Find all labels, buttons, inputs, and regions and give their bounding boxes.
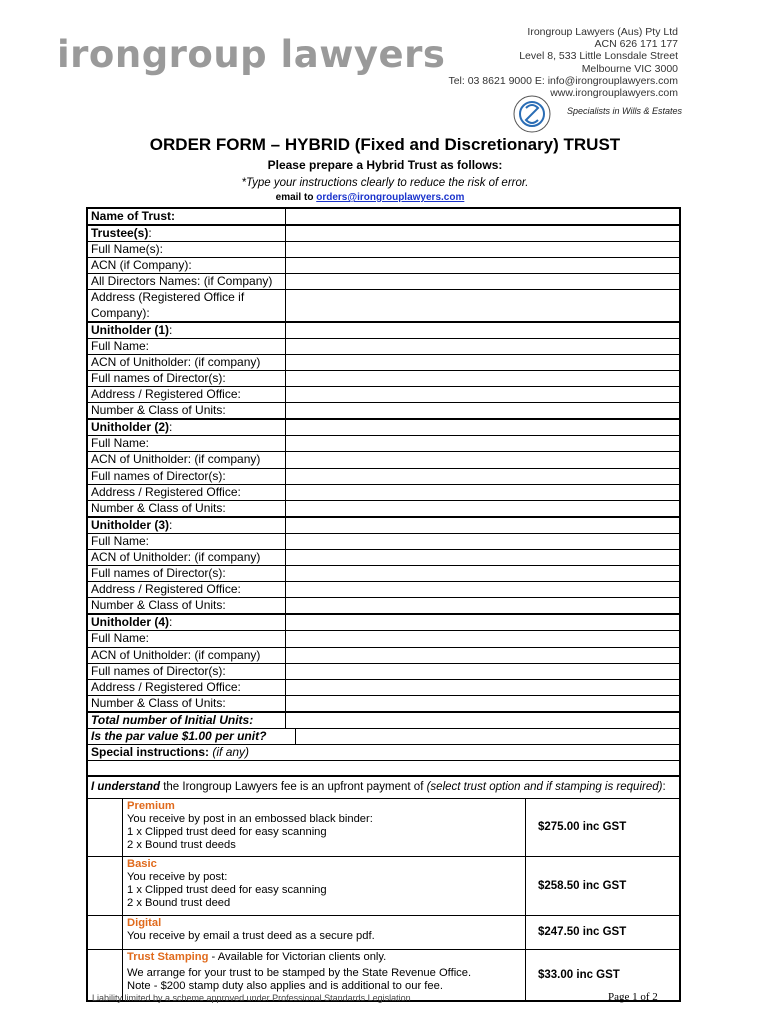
name-of-trust-field[interactable] [286, 209, 679, 224]
par-value-label: Is the par value $1.00 per unit? [88, 729, 296, 744]
total-units-field[interactable] [286, 713, 679, 728]
fee-option-price: $275.00 inc GST [538, 821, 627, 834]
unitholder-heading: Unitholder (3): [88, 518, 286, 533]
basic-checkbox[interactable] [88, 857, 123, 915]
field-label: Address / Registered Office: [88, 582, 286, 597]
fee-option-line: 1 x Clipped trust deed for easy scanning [127, 826, 327, 839]
field-label: Address / Registered Office: [88, 485, 286, 500]
field-label: ACN (if Company): [88, 258, 286, 273]
accreditation-text: Specialists in Wills & Estates [567, 106, 682, 116]
firm-line: Melbourne VIC 3000 [581, 62, 678, 75]
trustee-acn-row [88, 257, 679, 273]
fee-option-name: Basic [127, 858, 157, 871]
unitholder-heading: Unitholder (1): [88, 323, 286, 338]
field-label: Full Name(s): [88, 242, 286, 257]
field-label: Full Name: [88, 436, 286, 451]
field-label: Number & Class of Units: [88, 403, 286, 418]
unitholder-heading-row [88, 613, 679, 630]
field-label: ACN of Unitholder: (if company) [88, 550, 286, 565]
par-value-row [88, 728, 679, 744]
fee-option-heading: Trust Stamping - Available for Victorian clients only. [127, 951, 387, 964]
field-label: Full names of Director(s): [88, 664, 286, 679]
fee-option-digital [88, 915, 679, 949]
trustee-heading-row [88, 224, 679, 241]
unitholder-3-directors-field[interactable] [286, 566, 679, 581]
trustee-full-names-field[interactable] [286, 242, 679, 257]
fee-option-price: $247.50 inc GST [538, 926, 627, 939]
fee-option-line: Note - $200 stamp duty also applies and is additional to our fee. [127, 980, 443, 993]
field-label: Full Name: [88, 534, 286, 549]
page-title: ORDER FORM – HYBRID (Fixed and Discretionary) TRUST [149, 135, 621, 154]
total-units-label: Total number of Initial Units: [88, 713, 286, 728]
firm-contact-block [448, 26, 678, 99]
field-label: Full names of Director(s): [88, 566, 286, 581]
unitholder-3-units-field[interactable] [286, 598, 679, 613]
unitholder-2-directors-field[interactable] [286, 469, 679, 484]
fee-option-name: Digital [127, 917, 162, 930]
page-number: Page 1 of 2 [608, 991, 658, 1003]
fee-option-line: You receive by email a trust deed as a secure pdf. [127, 930, 375, 943]
trustee-directors-row [88, 273, 679, 289]
field-label: Address (Registered Office if Company): [88, 290, 286, 320]
field-label: Full Name: [88, 339, 286, 354]
unitholder-heading-row [88, 516, 679, 533]
order-form-table [86, 207, 681, 1002]
unitholder-2-address-field[interactable] [286, 485, 679, 500]
field-label: All Directors Names: (if Company) [88, 274, 286, 289]
unitholder-3-acn-field[interactable] [286, 550, 679, 565]
fee-option-description [123, 799, 526, 856]
unitholder-4-directors-field[interactable] [286, 664, 679, 679]
field-label: Full Name: [88, 631, 286, 646]
premium-checkbox[interactable] [88, 799, 123, 856]
unitholder-heading-row [88, 321, 679, 338]
par-value-field[interactable] [296, 729, 679, 744]
fee-option-line: You receive by post: [127, 871, 228, 884]
unitholder-1-acn-field[interactable] [286, 355, 679, 370]
field-label: Number & Class of Units: [88, 501, 286, 516]
unitholder-3-address-field[interactable] [286, 582, 679, 597]
unitholder-2-acn-field[interactable] [286, 452, 679, 467]
unitholder-4-acn-field[interactable] [286, 648, 679, 663]
unitholder-4-units-field[interactable] [286, 696, 679, 711]
unitholder-3-full-name-field[interactable] [286, 534, 679, 549]
unitholder-4-full-name-field[interactable] [286, 631, 679, 646]
unitholder-heading: Unitholder (4): [88, 615, 286, 630]
fee-option-price: $33.00 inc GST [538, 968, 620, 981]
field-label: Full names of Director(s): [88, 469, 286, 484]
trustee-acn-field[interactable] [286, 258, 679, 273]
field-label: ACN of Unitholder: (if company) [88, 648, 286, 663]
firm-line: Tel: 03 8621 9000 E: info@irongrouplawyers.com [448, 74, 678, 87]
unitholder-2-full-name-field[interactable] [286, 436, 679, 451]
instruction-note: *Type your instructions clearly to reduce the risk of error. [241, 177, 529, 189]
field-label: Number & Class of Units: [88, 696, 286, 711]
unitholder-1-full-name-field[interactable] [286, 339, 679, 354]
unitholder-4-address-field[interactable] [286, 680, 679, 695]
fee-option-basic [88, 856, 679, 915]
name-of-trust-label: Name of Trust: [88, 209, 286, 224]
field-label: Address / Registered Office: [88, 387, 286, 402]
email-line [0, 192, 740, 203]
firm-line: Irongroup Lawyers (Aus) Pty Ltd [527, 26, 678, 38]
fee-option-name: Premium [127, 800, 175, 813]
firm-logo: irongroup lawyers [57, 33, 446, 76]
unitholder-heading-row [88, 418, 679, 435]
fee-option-line: 2 x Bound trust deeds [127, 839, 236, 852]
unitholder-2-units-field[interactable] [286, 501, 679, 516]
trustee-address-row [88, 289, 679, 320]
field-label: Full names of Director(s): [88, 371, 286, 386]
trustee-heading: Trustee(s): [88, 226, 286, 241]
firm-line: Level 8, 533 Little Lonsdale Street [519, 50, 678, 63]
firm-line: www.irongrouplawyers.com [550, 87, 678, 100]
email-prefix: email to [275, 192, 314, 203]
footer-disclaimer: Liability limited by a scheme approved under Professional Standards Legislation [92, 993, 411, 1003]
fee-option-line: We arrange for your trust to be stamped by the State Revenue Office. [127, 967, 472, 980]
unitholder-1-units-field[interactable] [286, 403, 679, 418]
total-units-row [88, 711, 679, 728]
field-label: ACN of Unitholder: (if company) [88, 355, 286, 370]
page-subtitle: Please prepare a Hybrid Trust as follows: [267, 158, 503, 172]
name-of-trust-row [88, 209, 679, 224]
unitholder-1-directors-field[interactable] [286, 371, 679, 386]
fee-option-description [123, 857, 526, 915]
trustee-directors-field[interactable] [286, 274, 679, 289]
unitholder-heading: Unitholder (2): [88, 420, 286, 435]
fee-option-line: 2 x Bound trust deed [127, 897, 231, 910]
trustee-full-names-row [88, 241, 679, 257]
fee-option-premium [88, 798, 679, 856]
fee-option-line: 1 x Clipped trust deed for easy scanning [127, 884, 327, 897]
fee-option-description [123, 916, 526, 949]
special-instructions-field[interactable] [88, 760, 679, 775]
trustee-address-field[interactable] [286, 290, 679, 320]
fee-intro: I understand the Irongroup Lawyers fee is an upfront payment of (select trust option and if stamping is required): [88, 775, 679, 798]
special-instructions-row [88, 744, 679, 760]
special-instructions-label: Special instructions: (if any) [91, 745, 250, 760]
fee-option-line: You receive by post in an embossed black binder: [127, 813, 373, 826]
firm-line: ACN 626 171 177 [594, 38, 678, 51]
fee-option-price: $258.50 inc GST [538, 879, 627, 892]
field-label: ACN of Unitholder: (if company) [88, 452, 286, 467]
unitholder-1-address-field[interactable] [286, 387, 679, 402]
field-label: Address / Registered Office: [88, 680, 286, 695]
field-label: Number & Class of Units: [88, 598, 286, 613]
digital-checkbox[interactable] [88, 916, 123, 949]
email-link[interactable]: orders@irongrouplawyers.com [316, 192, 465, 203]
